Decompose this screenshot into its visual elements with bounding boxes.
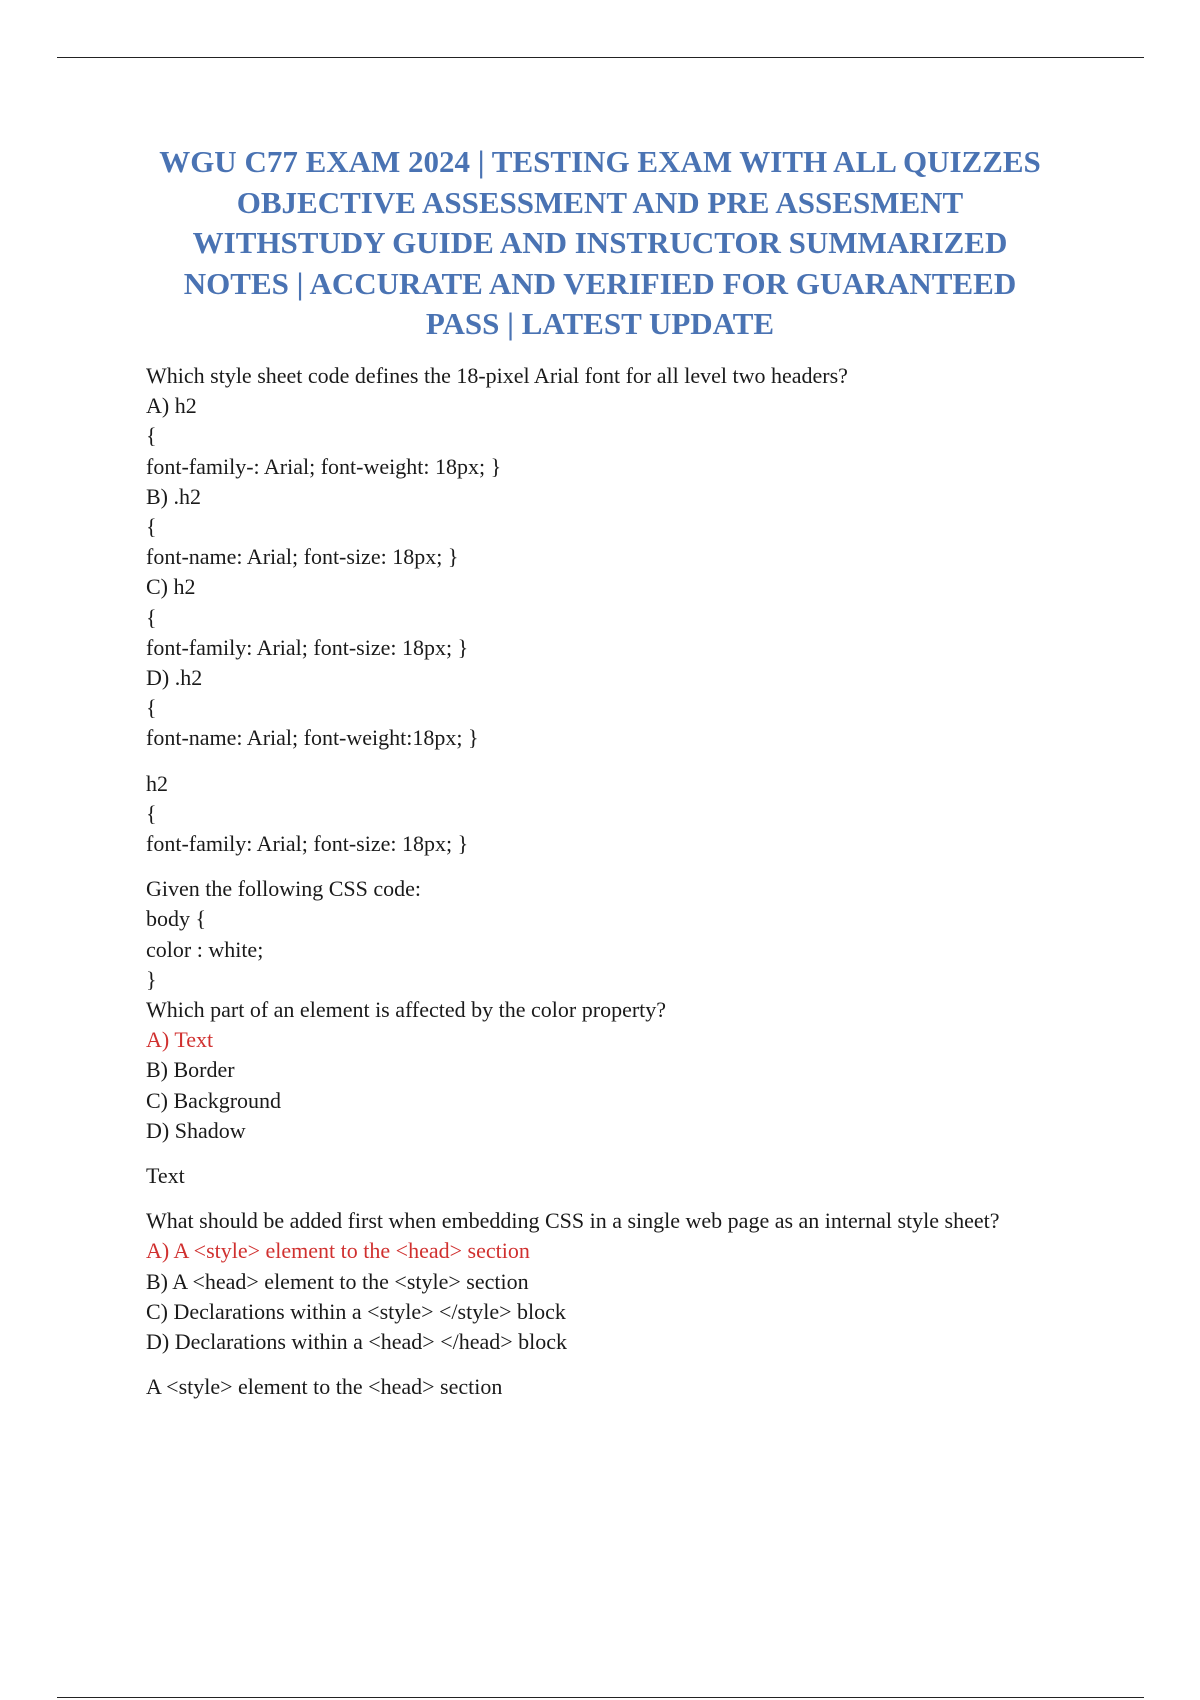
option-d-brace: { xyxy=(146,695,157,721)
answer-line: font-family: Arial; font-size: 18px; } xyxy=(146,831,469,857)
footer-rule xyxy=(57,1697,1144,1698)
answer-line: Text xyxy=(146,1163,185,1189)
option-c-label: C) h2 xyxy=(146,574,196,600)
title-line: NOTES | ACCURATE AND VERIFIED FOR GUARANTEED xyxy=(183,265,1017,301)
title-line: PASS | LATEST UPDATE xyxy=(425,306,775,341)
question-block-2 xyxy=(146,874,1136,1191)
option-b: B) A <head> element to the <style> section xyxy=(146,1268,529,1294)
option-a-brace: { xyxy=(146,423,157,449)
option-b-code: font-name: Arial; font-size: 18px; } xyxy=(146,544,459,570)
option-d-label: D) .h2 xyxy=(146,665,203,691)
question-text: Which part of an element is affected by the color property? xyxy=(146,997,667,1023)
answer-line: A <style> element to the <head> section xyxy=(146,1374,503,1400)
option-c-brace: { xyxy=(146,604,157,630)
answer-line: h2 xyxy=(146,770,168,796)
document-body xyxy=(146,361,1136,1403)
question-text: What should be added first when embedding CSS in a single web page as an internal style sheet? xyxy=(146,1208,1000,1234)
question-block-3 xyxy=(146,1206,1136,1402)
question-intro: Given the following CSS code: xyxy=(146,876,421,902)
option-a-correct: A) A <style> element to the <head> section xyxy=(146,1238,530,1264)
option-a-label: A) h2 xyxy=(146,393,197,419)
document-title xyxy=(100,142,1100,345)
header-rule xyxy=(57,57,1144,58)
title-line: WGU C77 EXAM 2024 | TESTING EXAM WITH ALL QUIZZES xyxy=(159,144,1041,179)
option-a-code: font-family-: Arial; font-weight: 18px; } xyxy=(146,453,502,479)
option-b: B) Border xyxy=(146,1057,235,1083)
option-b-brace: { xyxy=(146,514,157,540)
title-line: WITHSTUDY GUIDE AND INSTRUCTOR SUMMARIZED xyxy=(192,225,1008,260)
answer-line: { xyxy=(146,800,157,826)
title-line: OBJECTIVE ASSESSMENT AND PRE ASSESMENT xyxy=(236,184,964,220)
option-d: D) Shadow xyxy=(146,1117,246,1143)
question-block-1 xyxy=(146,361,1136,859)
option-d-code: font-name: Arial; font-weight:18px; } xyxy=(146,725,479,751)
option-d: D) Declarations within a <head> </head> block xyxy=(146,1329,568,1355)
option-c: C) Background xyxy=(146,1087,282,1113)
option-a-correct: A) Text xyxy=(146,1027,214,1053)
code-line: color : white; xyxy=(146,936,264,962)
option-c: C) Declarations within a <style> </style> block xyxy=(146,1298,566,1324)
option-c-code: font-family: Arial; font-size: 18px; } xyxy=(146,634,469,660)
code-line: } xyxy=(146,966,157,992)
code-line: body { xyxy=(146,906,207,932)
question-text: Which style sheet code defines the 18-pixel Arial font for all level two headers? xyxy=(146,363,848,388)
option-b-label: B) .h2 xyxy=(146,483,201,509)
